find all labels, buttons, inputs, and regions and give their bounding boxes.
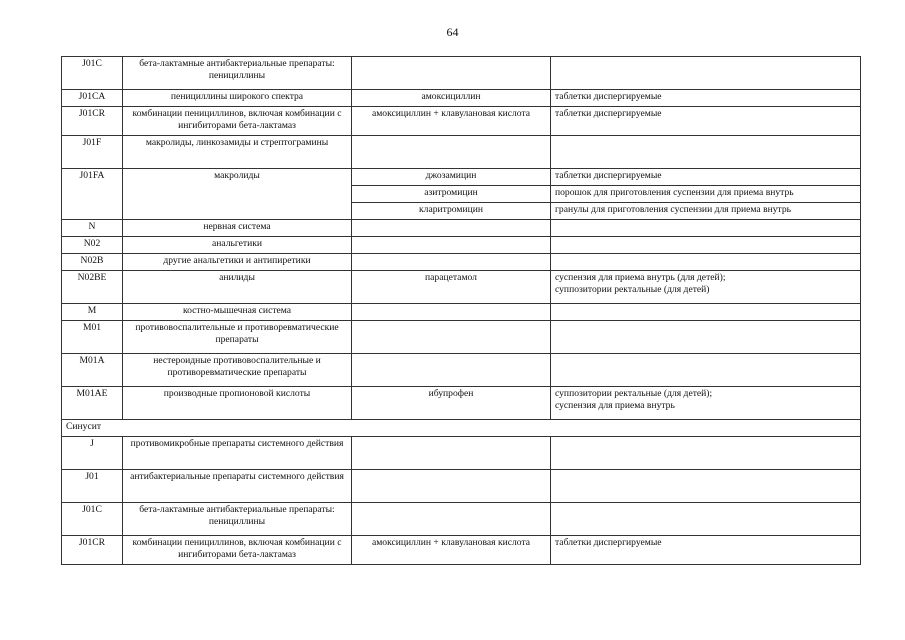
atc-code-cell: N02B bbox=[62, 254, 123, 271]
atc-code-cell: M01A bbox=[62, 354, 123, 387]
atc-group-cell: комбинации пенициллинов, включая комбинации с ингибиторами бета-лактамаз bbox=[123, 107, 352, 136]
atc-code-cell: J01C bbox=[62, 57, 123, 90]
atc-group-cell: нестероидные противовоспалительные и противоревматические препараты bbox=[123, 354, 352, 387]
table-row bbox=[62, 237, 861, 254]
table-row bbox=[62, 420, 861, 437]
table-row bbox=[62, 107, 861, 136]
atc-code-cell: N bbox=[62, 220, 123, 237]
drug-name-cell: азитромицин bbox=[352, 186, 551, 203]
atc-code-cell: N02BE bbox=[62, 271, 123, 304]
atc-group-cell: бета-лактамные антибактериальные препараты: пенициллины bbox=[123, 503, 352, 536]
atc-code-cell: J01F bbox=[62, 136, 123, 169]
atc-code-cell: M bbox=[62, 304, 123, 321]
table-row bbox=[62, 536, 861, 565]
atc-group-cell: анилиды bbox=[123, 271, 352, 304]
atc-group-cell: анальгетики bbox=[123, 237, 352, 254]
atc-group-cell: костно-мышечная система bbox=[123, 304, 352, 321]
atc-group-cell: нервная система bbox=[123, 220, 352, 237]
table-row bbox=[62, 57, 861, 90]
table-row bbox=[62, 304, 861, 321]
atc-code-cell: J01FA bbox=[62, 169, 123, 220]
drug-name-cell bbox=[352, 237, 551, 254]
drug-name-cell bbox=[352, 437, 551, 470]
drug-name-cell: амоксициллин bbox=[352, 90, 551, 107]
table-row bbox=[62, 136, 861, 169]
table-row bbox=[62, 387, 861, 420]
dosage-form-cell bbox=[551, 237, 861, 254]
drug-name-cell: амоксициллин + клавулановая кислота bbox=[352, 536, 551, 565]
drug-name-cell bbox=[352, 136, 551, 169]
atc-code-cell: J bbox=[62, 437, 123, 470]
dosage-form-cell bbox=[551, 503, 861, 536]
page-number: 64 bbox=[446, 25, 459, 39]
atc-code-cell: M01AE bbox=[62, 387, 123, 420]
atc-code-cell: J01 bbox=[62, 470, 123, 503]
table-row bbox=[62, 503, 861, 536]
dosage-form-cell bbox=[551, 437, 861, 470]
drug-name-cell: кларитромицин bbox=[352, 203, 551, 220]
drug-name-cell bbox=[352, 254, 551, 271]
table-row bbox=[62, 271, 861, 304]
table-row bbox=[62, 220, 861, 237]
table-row bbox=[62, 90, 861, 107]
table-row bbox=[62, 321, 861, 354]
drug-name-cell: ибупрофен bbox=[352, 387, 551, 420]
atc-code-cell: J01C bbox=[62, 503, 123, 536]
drug-name-cell bbox=[352, 470, 551, 503]
atc-group-cell: противомикробные препараты системного действия bbox=[123, 437, 352, 470]
drug-name-cell bbox=[352, 321, 551, 354]
atc-code-cell: M01 bbox=[62, 321, 123, 354]
dosage-form-cell bbox=[551, 220, 861, 237]
dosage-form-cell: порошок для приготовления суспензии для приема внутрь bbox=[551, 186, 861, 203]
dosage-form-cell bbox=[551, 321, 861, 354]
dosage-form-cell bbox=[551, 136, 861, 169]
atc-group-cell: производные пропионовой кислоты bbox=[123, 387, 352, 420]
atc-code-cell: J01CR bbox=[62, 107, 123, 136]
drug-name-cell bbox=[352, 503, 551, 536]
atc-group-cell: комбинации пенициллинов, включая комбинации с ингибиторами бета-лактамаз bbox=[123, 536, 352, 565]
table-row bbox=[62, 169, 861, 186]
table-row bbox=[62, 254, 861, 271]
dosage-form-cell bbox=[551, 57, 861, 90]
drug-name-cell: джозамицин bbox=[352, 169, 551, 186]
dosage-form-cell: таблетки диспергируемые bbox=[551, 107, 861, 136]
atc-code-cell: J01CA bbox=[62, 90, 123, 107]
dosage-form-cell: таблетки диспергируемые bbox=[551, 169, 861, 186]
drug-name-cell bbox=[352, 57, 551, 90]
table-row bbox=[62, 354, 861, 387]
atc-drug-table bbox=[61, 56, 861, 565]
dosage-form-cell bbox=[551, 254, 861, 271]
atc-group-cell: антибактериальные препараты системного действия bbox=[123, 470, 352, 503]
atc-group-cell: противовоспалительные и противоревматические препараты bbox=[123, 321, 352, 354]
atc-group-cell: бета-лактамные антибактериальные препараты: пенициллины bbox=[123, 57, 352, 90]
drug-name-cell: парацетамол bbox=[352, 271, 551, 304]
table-row bbox=[62, 437, 861, 470]
atc-group-cell: другие анальгетики и антипиретики bbox=[123, 254, 352, 271]
dosage-form-cell bbox=[551, 354, 861, 387]
atc-code-cell: J01CR bbox=[62, 536, 123, 565]
dosage-form-cell bbox=[551, 304, 861, 321]
atc-group-cell: макролиды bbox=[123, 169, 352, 220]
atc-code-cell: N02 bbox=[62, 237, 123, 254]
dosage-form-cell: таблетки диспергируемые bbox=[551, 536, 861, 565]
atc-group-cell: макролиды, линкозамиды и стрептограмины bbox=[123, 136, 352, 169]
table-row bbox=[62, 470, 861, 503]
section-heading: Синусит bbox=[62, 420, 861, 437]
dosage-form-cell: суппозитории ректальные (для детей); суспензия для приема внутрь bbox=[551, 387, 861, 420]
dosage-form-cell: суспензия для приема внутрь (для детей); суппозитории ректальные (для детей) bbox=[551, 271, 861, 304]
dosage-form-cell: гранулы для приготовления суспензии для приема внутрь bbox=[551, 203, 861, 220]
dosage-form-cell: таблетки диспергируемые bbox=[551, 90, 861, 107]
drug-name-cell: амоксициллин + клавулановая кислота bbox=[352, 107, 551, 136]
dosage-form-cell bbox=[551, 470, 861, 503]
drug-name-cell bbox=[352, 354, 551, 387]
drug-name-cell bbox=[352, 220, 551, 237]
atc-group-cell: пенициллины широкого спектра bbox=[123, 90, 352, 107]
drug-name-cell bbox=[352, 304, 551, 321]
